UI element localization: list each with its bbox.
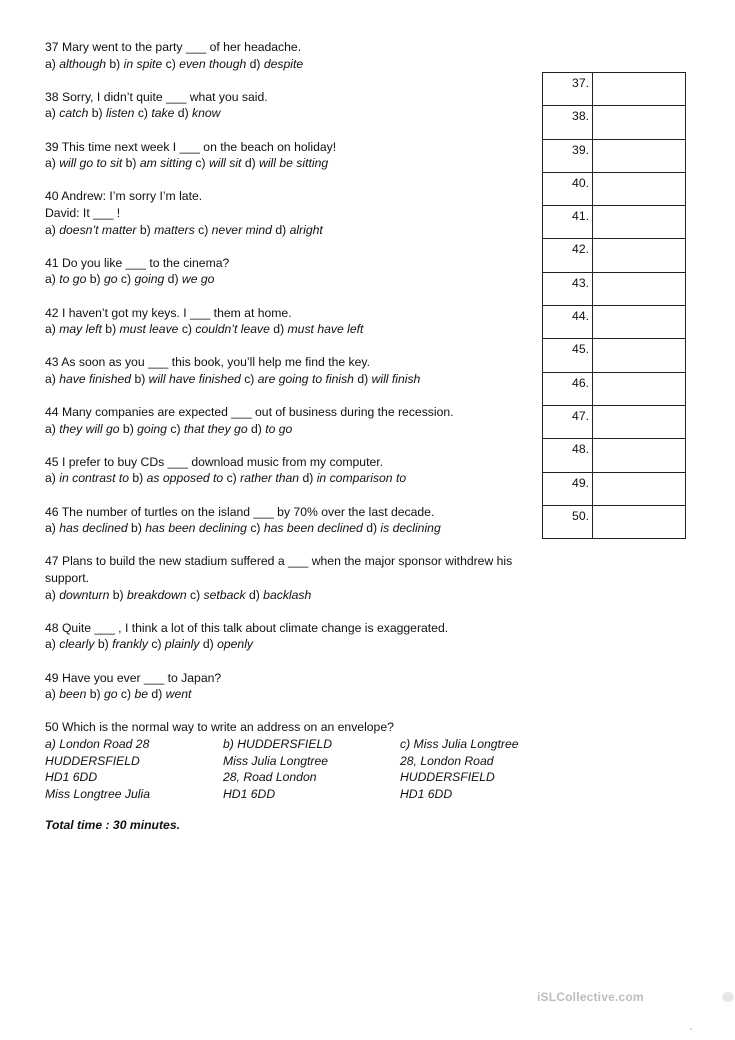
option-letter: c): [246, 521, 264, 536]
question-text: 46 The number of turtles on the island ___ by 70% over the last decade.: [45, 504, 435, 519]
option-letter: c): [178, 322, 196, 337]
answer-row: [543, 239, 686, 272]
option-letter: d): [299, 471, 317, 486]
option-text: matters: [154, 222, 195, 237]
answer-options: [45, 321, 525, 338]
option-text: will sit: [208, 156, 242, 171]
option-text: know: [192, 106, 221, 121]
answer-row: [543, 139, 686, 172]
answer-number: 42.: [543, 239, 593, 272]
answer-box[interactable]: [593, 472, 686, 505]
question-text: 37 Mary went to the party ___ of her headache.: [45, 40, 302, 54]
option-letter: c): [223, 471, 241, 486]
question-text: 45 I prefer to buy CDs ___ download music from my computer.: [45, 454, 384, 469]
option-text: may left: [59, 322, 102, 337]
option-letter: c): [186, 587, 204, 602]
option-text: catch: [59, 106, 89, 121]
option-letter: b): [122, 156, 140, 171]
option-letter: c): [162, 56, 180, 71]
option-letter: d): [245, 587, 264, 602]
option-text: must leave: [119, 322, 179, 337]
answer-options: [45, 470, 525, 487]
address-line: b) HUDDERSFIELD: [223, 736, 333, 751]
answer-box[interactable]: [593, 405, 686, 438]
question-text: 38 Sorry, I didn’t quite ___ what you said.: [45, 89, 268, 104]
option-letter: d): [148, 687, 166, 702]
option-letter: d): [164, 272, 182, 287]
answer-options: [45, 271, 525, 288]
option-letter: b): [106, 56, 124, 71]
option-text: clearly: [59, 637, 95, 652]
question-37: [45, 39, 525, 72]
option-letter: d): [271, 222, 290, 237]
question-list: [45, 39, 525, 832]
question-48: [45, 620, 525, 653]
option-text: that they go: [183, 421, 248, 436]
address-options: [45, 736, 525, 802]
question-38: [45, 89, 525, 122]
address-line: HD1 6DD: [45, 770, 98, 785]
option-text: are going to finish: [257, 371, 354, 386]
option-text: will be sitting: [259, 156, 329, 171]
question-47: [45, 553, 525, 603]
option-text: going: [137, 421, 167, 436]
option-letter: a): [45, 471, 60, 486]
answer-number: 48.: [543, 439, 593, 472]
option-letter: d): [199, 637, 218, 652]
option-text: been: [59, 687, 87, 702]
option-letter: a): [45, 421, 60, 436]
address-line: HD1 6DD: [223, 786, 276, 801]
option-text: backlash: [263, 587, 312, 602]
watermark-logo-icon: [722, 992, 734, 1002]
option-letter: c): [166, 421, 184, 436]
answer-number: 50.: [543, 505, 593, 538]
option-text: listen: [105, 106, 135, 121]
question-text: 40 Andrew: I’m sorry I’m late.: [45, 189, 203, 204]
option-letter: c): [192, 156, 209, 171]
option-text: as opposed to: [146, 471, 224, 486]
question-41: [45, 255, 525, 288]
option-text: go: [103, 272, 118, 287]
answer-row: [543, 505, 686, 538]
question-text: 50 Which is the normal way to write an address on an envelope?: [45, 720, 394, 735]
answer-options: [45, 520, 525, 537]
address-line: Miss Longtree Julia: [45, 786, 150, 801]
option-text: has declined: [59, 521, 128, 536]
question-text-continued: David: It ___ !: [45, 205, 121, 220]
option-letter: a): [45, 156, 60, 171]
option-letter: b): [127, 521, 146, 536]
answer-number: 40.: [543, 172, 593, 205]
answer-row: [543, 372, 686, 405]
option-letter: d): [353, 371, 372, 386]
option-text: although: [59, 56, 106, 71]
option-text: in spite: [123, 56, 163, 71]
option-text: alright: [289, 222, 323, 237]
option-letter: d): [241, 156, 260, 171]
option-text: will have finished: [148, 371, 241, 386]
option-text: in contrast to: [59, 471, 130, 486]
question-text: 39 This time next week I ___ on the beach on holiday!: [45, 139, 337, 154]
option-letter: d): [362, 521, 381, 536]
question-44: [45, 404, 525, 437]
option-text: take: [151, 106, 175, 121]
option-letter: a): [45, 56, 60, 71]
answer-options: [45, 686, 525, 703]
option-letter: b): [131, 371, 149, 386]
option-text: to go: [59, 272, 87, 287]
option-text: openly: [217, 637, 253, 652]
question-text: 42 I haven’t got my keys. I ___ them at home.: [45, 305, 292, 320]
answer-row: [543, 272, 686, 305]
question-39: [45, 139, 525, 172]
option-text: have finished: [59, 371, 132, 386]
answer-row: [543, 73, 686, 106]
option-letter: b): [86, 272, 104, 287]
option-text: has been declining: [145, 521, 247, 536]
answer-row: [543, 439, 686, 472]
address-line: HUDDERSFIELD: [400, 770, 495, 785]
answer-options: [45, 587, 525, 604]
option-text: never mind: [211, 222, 272, 237]
option-letter: c): [147, 637, 165, 652]
answer-options: [45, 105, 525, 122]
option-letter: a): [45, 222, 60, 237]
option-text: is declining: [380, 521, 441, 536]
option-letter: d): [246, 56, 264, 71]
option-text: will finish: [371, 371, 421, 386]
option-text: to go: [265, 421, 293, 436]
option-letter: a): [45, 637, 60, 652]
answer-options: [45, 222, 525, 239]
option-letter: b): [101, 322, 120, 337]
option-letter: d): [174, 106, 193, 121]
answer-row: [543, 206, 686, 239]
question-text: 43 As soon as you ___ this book, you’ll help me find the key.: [45, 355, 370, 370]
option-letter: c): [194, 222, 212, 237]
option-letter: b): [94, 637, 113, 652]
address-option: [400, 736, 519, 802]
answer-row: [543, 306, 686, 339]
answer-number: 38.: [543, 106, 593, 139]
option-letter: d): [247, 421, 266, 436]
option-letter: c): [240, 371, 258, 386]
address-option: [45, 736, 150, 802]
address-line: Miss Julia Longtree: [223, 753, 328, 768]
option-letter: d): [269, 322, 288, 337]
question-text: 47 Plans to build the new stadium suffered a ___ when the major sponsor withdrew his support.: [45, 554, 513, 585]
speck: [690, 1028, 692, 1030]
option-text: they will go: [59, 421, 120, 436]
option-text: must have left: [287, 322, 364, 337]
answer-row: [543, 405, 686, 438]
total-time: Total time : 30 minutes.: [45, 817, 180, 832]
option-text: in comparison to: [316, 471, 407, 486]
option-text: we go: [181, 272, 215, 287]
option-letter: b): [109, 587, 127, 602]
answer-grid: [542, 72, 686, 539]
question-45: [45, 454, 525, 487]
option-text: setback: [203, 587, 246, 602]
answer-box[interactable]: [593, 239, 686, 272]
question-50: [45, 719, 525, 802]
question-40: [45, 188, 525, 238]
answer-box[interactable]: [593, 73, 686, 106]
option-text: frankly: [112, 637, 148, 652]
option-text: has been declined: [263, 521, 363, 536]
address-line: HD1 6DD: [400, 786, 453, 801]
answer-box[interactable]: [593, 206, 686, 239]
answer-box[interactable]: [593, 439, 686, 472]
answer-options: [45, 421, 525, 438]
option-letter: a): [45, 687, 60, 702]
address-line: 28, London Road: [400, 753, 494, 768]
question-43: [45, 354, 525, 387]
option-text: despite: [263, 56, 304, 71]
option-letter: b): [86, 687, 104, 702]
answer-options: [45, 56, 525, 73]
answer-box[interactable]: [593, 339, 686, 372]
option-letter: b): [119, 421, 138, 436]
question-text: 49 Have you ever ___ to Japan?: [45, 670, 222, 685]
answer-number: 47.: [543, 405, 593, 438]
watermark: iSLCollective.com: [537, 990, 644, 1004]
option-letter: a): [45, 371, 60, 386]
question-text: 44 Many companies are expected ___ out of business during the recession.: [45, 405, 454, 420]
option-text: doesn’t matter: [59, 222, 137, 237]
answer-number: 37.: [543, 73, 593, 106]
answer-box[interactable]: [593, 306, 686, 339]
option-letter: b): [136, 222, 155, 237]
question-46: [45, 504, 525, 537]
address-line: 28, Road London: [223, 770, 317, 785]
question-49: [45, 670, 525, 703]
option-text: breakdown: [126, 587, 187, 602]
option-text: even though: [179, 56, 247, 71]
answer-number: 45.: [543, 339, 593, 372]
option-letter: a): [45, 587, 60, 602]
answer-row: [543, 172, 686, 205]
address-line: a) London Road 28: [45, 736, 150, 751]
option-letter: c): [117, 687, 135, 702]
address-line: HUDDERSFIELD: [45, 753, 140, 768]
answer-number: 39.: [543, 139, 593, 172]
answer-options: [45, 371, 525, 388]
answer-box[interactable]: [593, 106, 686, 139]
answer-options: [45, 155, 525, 172]
answer-box[interactable]: [593, 372, 686, 405]
question-text: 41 Do you like ___ to the cinema?: [45, 255, 230, 270]
answer-box[interactable]: [593, 139, 686, 172]
answer-number: 41.: [543, 206, 593, 239]
answer-options: [45, 636, 525, 653]
answer-row: [543, 106, 686, 139]
answer-row: [543, 339, 686, 372]
answer-number: 49.: [543, 472, 593, 505]
option-text: be: [134, 687, 149, 702]
option-text: downturn: [59, 587, 110, 602]
option-letter: b): [129, 471, 147, 486]
address-line: c) Miss Julia Longtree: [400, 736, 519, 751]
option-text: couldn’t leave: [195, 322, 270, 337]
option-letter: a): [45, 322, 60, 337]
question-42: [45, 305, 525, 338]
option-text: am sitting: [139, 156, 192, 171]
answer-box[interactable]: [593, 272, 686, 305]
option-letter: a): [45, 106, 60, 121]
answer-box[interactable]: [593, 505, 686, 538]
answer-number: 43.: [543, 272, 593, 305]
option-text: plainly: [164, 637, 200, 652]
option-text: going: [134, 272, 165, 287]
option-text: went: [165, 687, 192, 702]
option-text: go: [103, 687, 118, 702]
question-text: 48 Quite ___ , I think a lot of this talk about climate change is exaggerated.: [45, 620, 449, 635]
answer-number: 44.: [543, 306, 593, 339]
answer-number: 46.: [543, 372, 593, 405]
address-option: [223, 736, 332, 802]
option-letter: b): [88, 106, 106, 121]
option-text: will go to sit: [59, 156, 123, 171]
option-letter: c): [117, 272, 135, 287]
option-letter: a): [45, 272, 60, 287]
answer-box[interactable]: [593, 172, 686, 205]
option-text: rather than: [240, 471, 300, 486]
option-letter: a): [45, 521, 60, 536]
answer-row: [543, 472, 686, 505]
option-letter: c): [134, 106, 152, 121]
